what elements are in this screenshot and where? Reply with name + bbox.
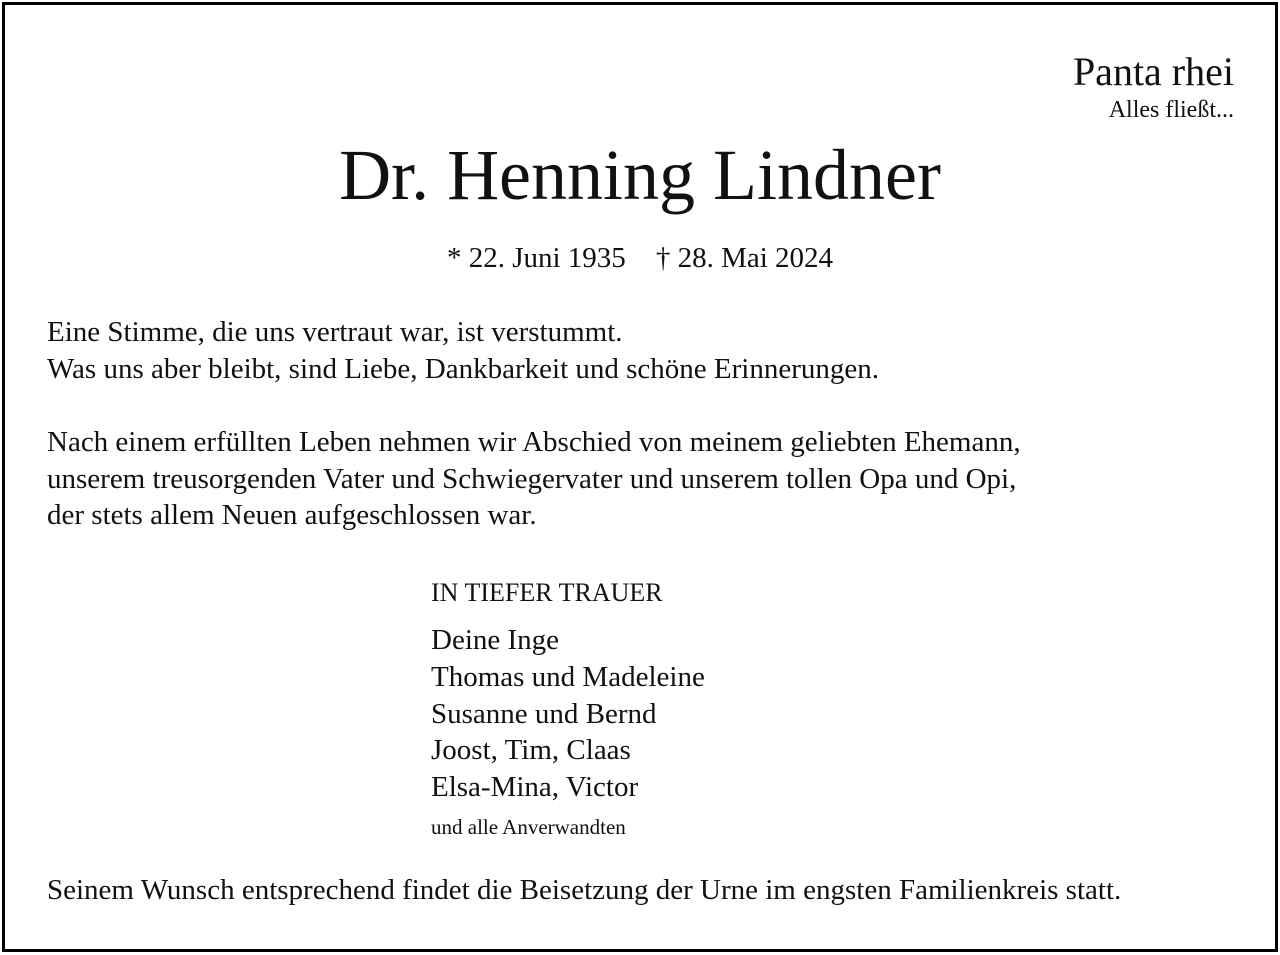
message-line: unserem treusorgenden Vater und Schwiegervater und unserem tollen Opa und Opi,: [47, 462, 1017, 495]
mourners: [431, 576, 705, 842]
farewell-message: [47, 424, 1021, 534]
burial-note: Seinem Wunsch entsprechend findet die Beisetzung der Urne im engsten Familienkreis statt.: [47, 874, 1122, 906]
relatives-note: und alle Anverwandten: [431, 814, 626, 839]
message-line: Nach einem erfüllten Leben nehmen wir Abschied von meinem geliebten Ehemann,: [47, 426, 1021, 458]
mourner: Elsa-Mina, Victor: [431, 771, 639, 804]
verse-line: Eine Stimme, die uns vertraut war, ist verstummt.: [47, 316, 623, 348]
mourner: Deine Inge: [431, 624, 560, 656]
mourner: Joost, Tim, Claas: [431, 734, 631, 767]
message-line: der stets allem Neuen aufgeschlossen war.: [47, 499, 537, 531]
death-date: † 28. Mai 2024: [655, 242, 834, 274]
mourner: Thomas und Madeleine: [431, 660, 705, 693]
birth-date: * 22. Juni 1935: [446, 242, 626, 274]
mourner: Susanne und Bernd: [431, 697, 657, 730]
motto-title: Panta rhei: [1072, 49, 1234, 94]
life-dates: [0, 240, 1280, 276]
motto-subtitle: Alles fließt...: [1108, 97, 1234, 123]
verse-line: Was uns aber bleibt, sind Liebe, Dankbarkeit und schöne Erinnerungen.: [47, 352, 879, 385]
mourners-heading: IN TIEFER TRAUER: [431, 578, 663, 607]
motto: [1073, 48, 1234, 124]
deceased-name: Dr. Henning Lindner: [339, 135, 941, 215]
verse: [47, 314, 879, 387]
